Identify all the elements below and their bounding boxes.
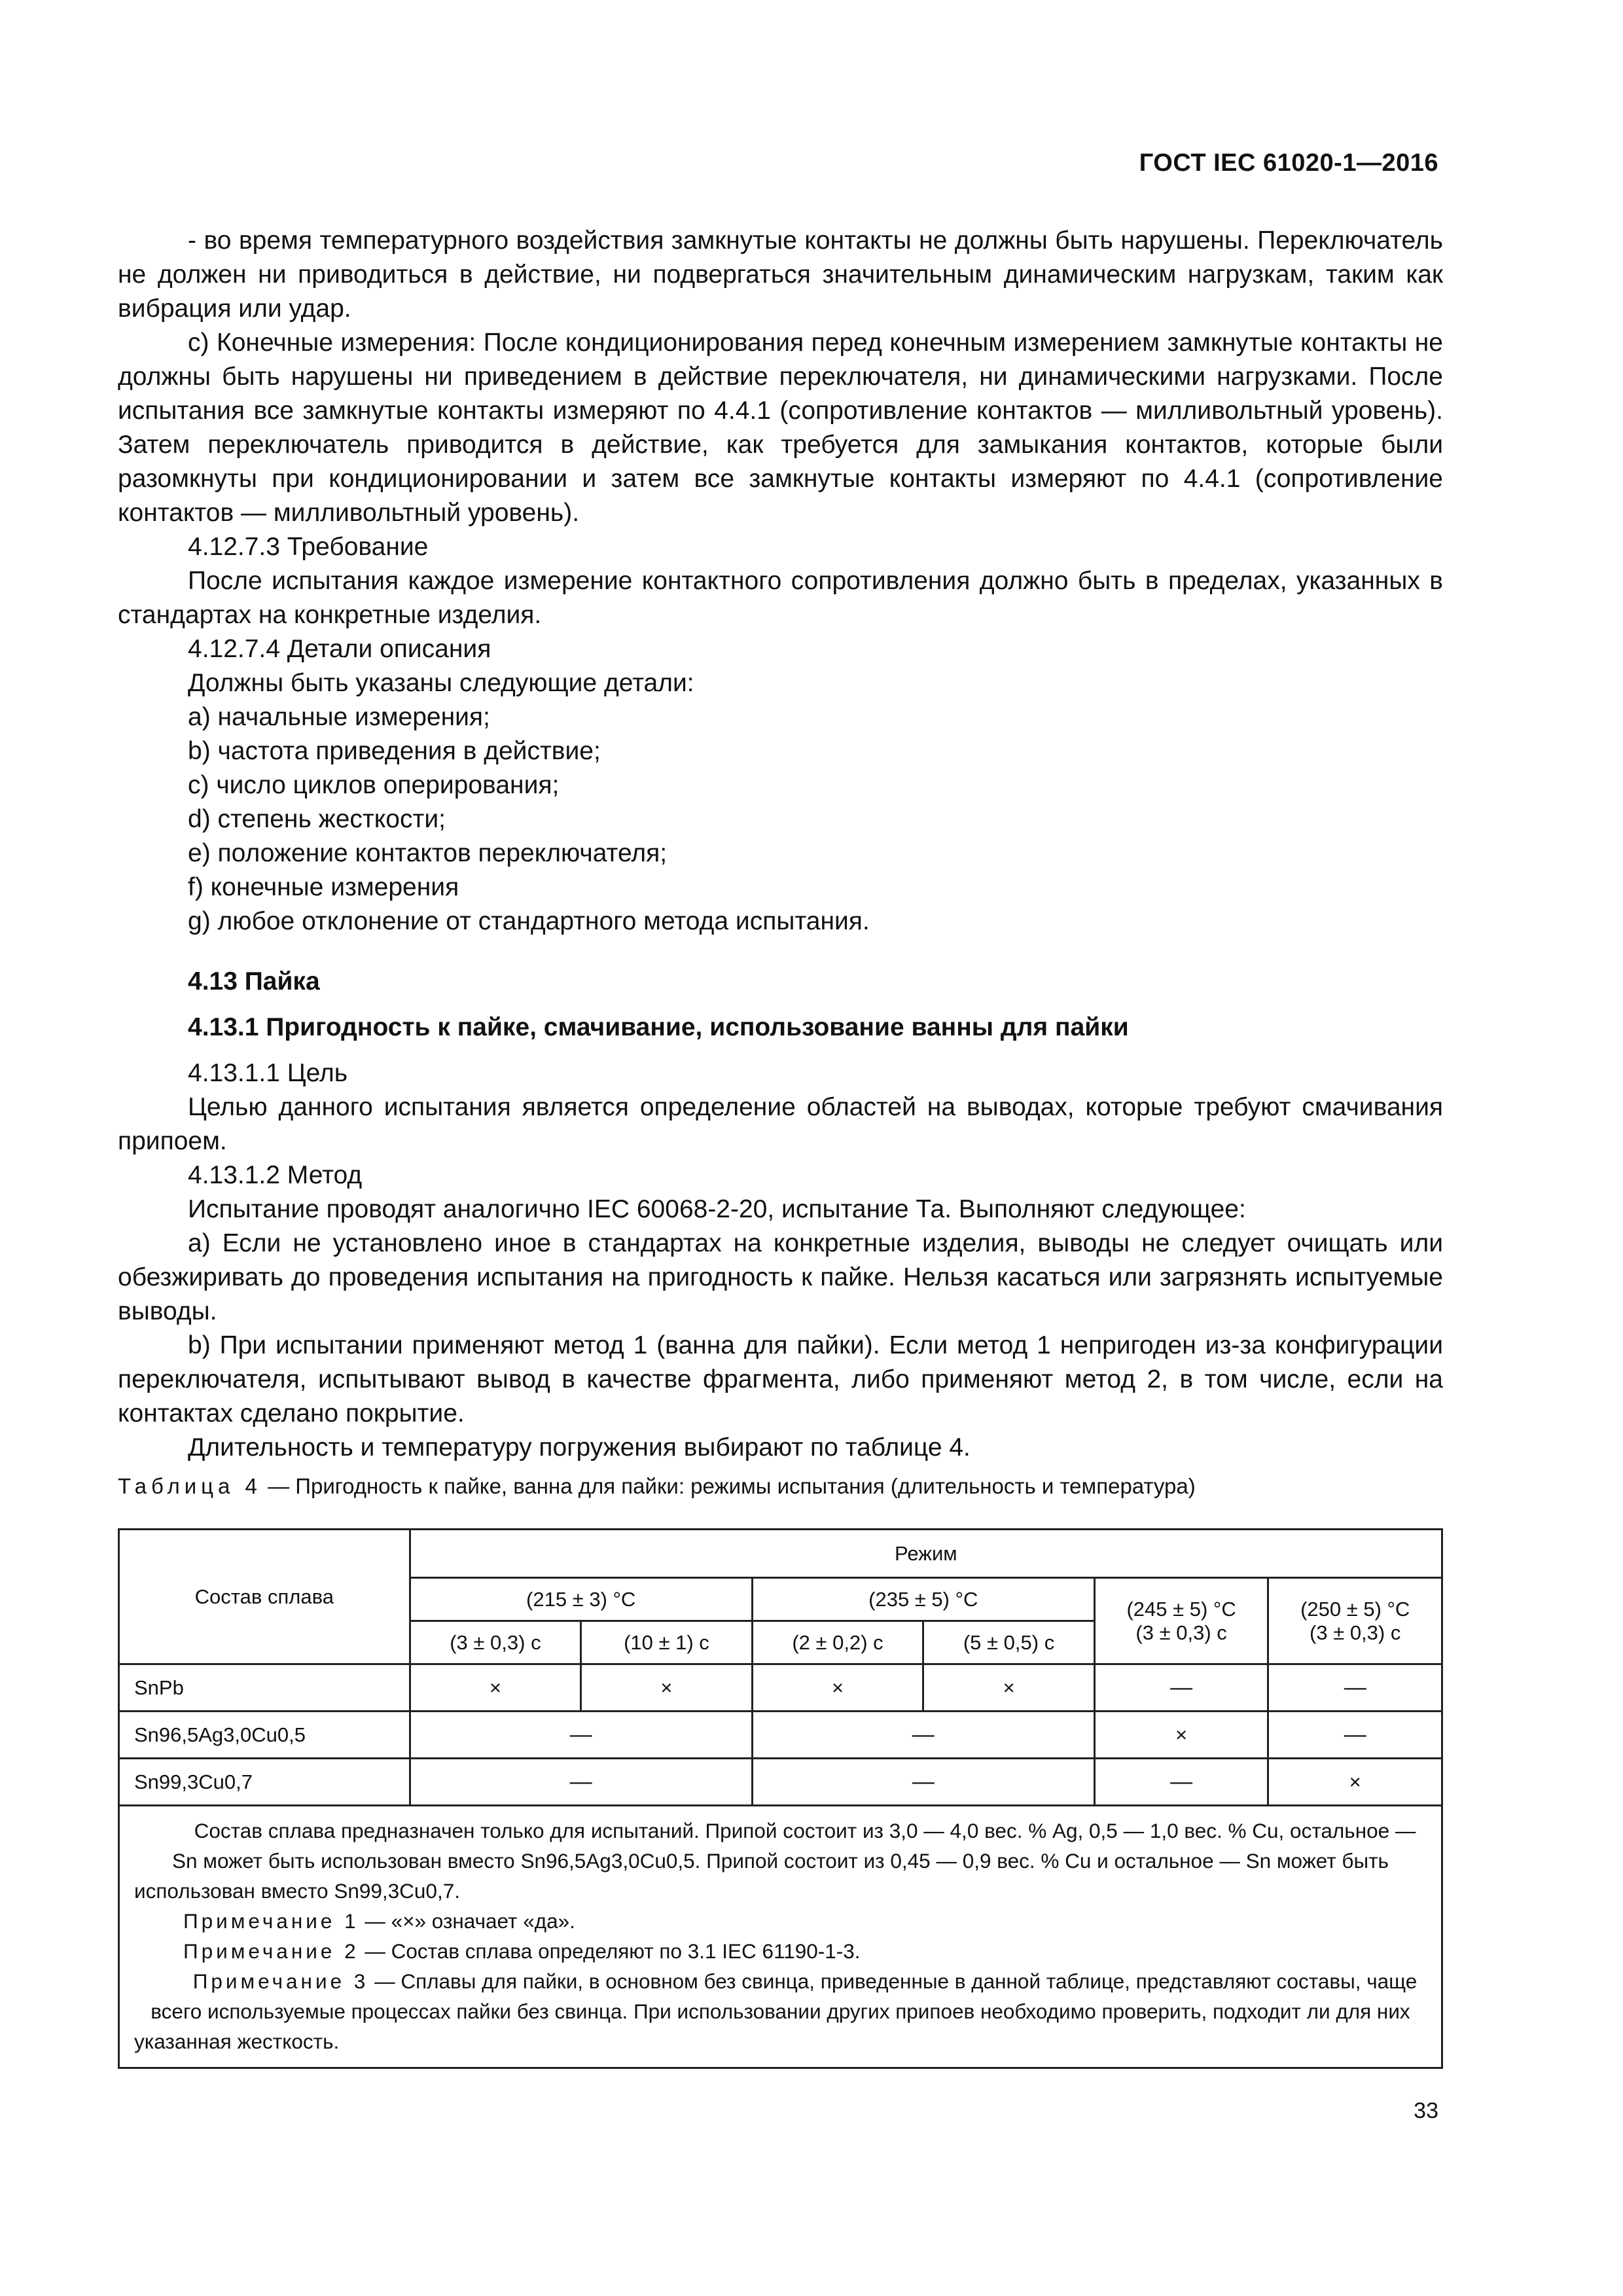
table-note-1 <box>134 1906 1427 1936</box>
subsection-heading: 4.12.7.3 Требование <box>188 533 429 561</box>
note-text: — Сплавы для пайки, в основном без свинца, приведенные в данной таблице, представляют составы, чаще всего используемые процессах пайки без свинца. При использовании других припоев необходимо проверить, подходит ли для них указанная жесткость. <box>134 1969 1418 2053</box>
paragraph: Длительность и температуру погружения выбирают по таблице 4. <box>188 1433 971 1462</box>
note-label: Примечание 3 <box>192 1969 369 1993</box>
paragraph: c) Конечные измерения: После кондиционирования перед конечным измерением замкнутые контакты не должны быть нарушены ни приведением в действие переключателя, ни динамическими нагрузками. После испытания все замкнутые контакты измеряют по 4.4.1 (сопротивление контактов — милливольтный уровень). Затем переключатель приводится в действие, как требуется для замыкания контактов, которые были разомкнуты при кондиционировании и затем все замкнутые контакты измеряют по 4.4.1 (сопротивление контактов — милливольтный уровень). <box>118 329 1443 527</box>
temp-250: (250 ± 5) °С <box>1300 1597 1410 1621</box>
temp-245: (245 ± 5) °С <box>1126 1597 1236 1621</box>
table-caption-label: Таблица 4 <box>118 1474 262 1498</box>
table-caption-text: — Пригодность к пайке, ванна для пайки: режимы испытания (длительность и температура) <box>261 1474 1196 1498</box>
mark-cell: × <box>752 1664 923 1712</box>
alloy-header: Состав сплава <box>119 1530 410 1664</box>
table-row <box>119 1759 1442 1806</box>
list-item: f) конечные измерения <box>188 873 459 901</box>
list-item: e) положение контактов переключателя; <box>188 839 668 867</box>
time-header: (3 ± 0,3) с <box>410 1621 581 1664</box>
note-text: — «×» означает «да». <box>359 1909 575 1933</box>
paragraph: Целью данного испытания является определение областей на выводах, которые требуют смачивания припоем. <box>118 1093 1443 1155</box>
time-header: (5 ± 0,5) с <box>923 1621 1095 1664</box>
note-label: Примечание 2 <box>183 1939 359 1963</box>
table-row <box>119 1664 1442 1712</box>
alloy-cell: SnPb <box>119 1664 410 1712</box>
table-notes <box>119 1806 1442 2068</box>
mark-cell: × <box>581 1664 753 1712</box>
time-header: (2 ± 0,2) с <box>752 1621 923 1664</box>
list-item: d) степень жесткости; <box>188 805 446 833</box>
table-note-2 <box>134 1936 1427 1966</box>
subsection-heading: 4.13.1.1 Цель <box>188 1059 348 1087</box>
list-item: c) число циклов оперирования; <box>188 771 560 799</box>
mark-cell: — <box>1268 1664 1442 1712</box>
subsection-heading: 4.12.7.4 Детали описания <box>188 635 491 663</box>
note-text: — Состав сплава определяют по 3.1 IEC 61190-1-3. <box>359 1939 861 1963</box>
temp-time-header-245 <box>1094 1578 1268 1664</box>
mark-cell: — <box>410 1759 752 1806</box>
mark-cell: — <box>752 1712 1094 1759</box>
paragraph: b) При испытании применяют метод 1 (ванна для пайки). Если метод 1 непригоден из-за конфигурации переключателя, испытывают вывод в качестве фрагмента, либо применяют метод 2, в том числе, если на контактах сделано покрытие. <box>118 1331 1443 1427</box>
mark-cell: — <box>1094 1759 1268 1806</box>
mark-cell: — <box>752 1759 1094 1806</box>
note-label: Примечание 1 <box>183 1909 359 1933</box>
body-text <box>118 224 1443 1465</box>
time-header: (10 ± 1) с <box>581 1621 753 1664</box>
temp-time-header-250 <box>1268 1578 1442 1664</box>
list-item: b) частота приведения в действие; <box>188 737 601 765</box>
mark-cell: × <box>923 1664 1095 1712</box>
paragraph: Испытание проводят аналогично IEC 60068-2-20, испытание Та. Выполняют следующее: <box>188 1195 1246 1223</box>
time-245: (3 ± 0,3) с <box>1135 1621 1227 1644</box>
mark-cell: × <box>1268 1759 1442 1806</box>
section-heading: 4.13 Пайка <box>188 967 320 996</box>
mark-cell: — <box>1094 1664 1268 1712</box>
paragraph: После испытания каждое измерение контактного сопротивления должно быть в пределах, указанных в стандартах на конкретные изделия. <box>118 567 1443 629</box>
table-4 <box>118 1528 1443 2069</box>
table-note-3 <box>134 1966 1427 2056</box>
subsection-heading: 4.13.1.2 Метод <box>188 1161 363 1189</box>
list-item: a) начальные измерения; <box>188 703 490 731</box>
mode-header: Режим <box>410 1530 1442 1578</box>
table-caption <box>118 1474 1196 1499</box>
mark-cell: — <box>410 1712 752 1759</box>
time-250: (3 ± 0,3) с <box>1310 1621 1401 1644</box>
alloy-cell: Sn99,3Cu0,7 <box>119 1759 410 1806</box>
mark-cell: — <box>1268 1712 1442 1759</box>
page-number: 33 <box>1414 2098 1438 2123</box>
paragraph: Должны быть указаны следующие детали: <box>188 669 694 697</box>
mark-cell: × <box>1094 1712 1268 1759</box>
section-heading: 4.13.1 Пригодность к пайке, смачивание, использование ванны для пайки <box>188 1013 1129 1041</box>
mark-cell: × <box>410 1664 581 1712</box>
temp-header-235: (235 ± 5) °С <box>752 1578 1094 1621</box>
table-footnote: Состав сплава предназначен только для испытаний. Припой состоит из 3,0 — 4,0 вес. % Ag, 0,5 — 1,0 вес. % Cu, остальное — Sn может быть использован вместо Sn96,5Ag3,0Cu0,5. Припой состоит из 0,45 — 0,9 вес. % Cu и остальное — Sn может быть использован вместо Sn99,3Cu0,7. <box>134 1819 1416 1903</box>
list-item: g) любое отклонение от стандартного метода испытания. <box>188 907 870 935</box>
paragraph: - во время температурного воздействия замкнутые контакты не должны быть нарушены. Переключатель не должен ни приводиться в действие, ни подвергаться значительным динамическим нагрузкам, таким как вибрация или удар. <box>118 226 1443 323</box>
paragraph: а) Если не установлено иное в стандартах на конкретные изделия, выводы не следует очищать или обезжиривать до проведения испытания на пригодность к пайке. Нельзя касаться или загрязнять испытуемые выводы. <box>118 1229 1443 1325</box>
temp-header-215: (215 ± 3) °С <box>410 1578 752 1621</box>
document-header-id: ГОСТ IEC 61020-1—2016 <box>1139 149 1438 177</box>
alloy-cell: Sn96,5Ag3,0Cu0,5 <box>119 1712 410 1759</box>
table-row <box>119 1712 1442 1759</box>
